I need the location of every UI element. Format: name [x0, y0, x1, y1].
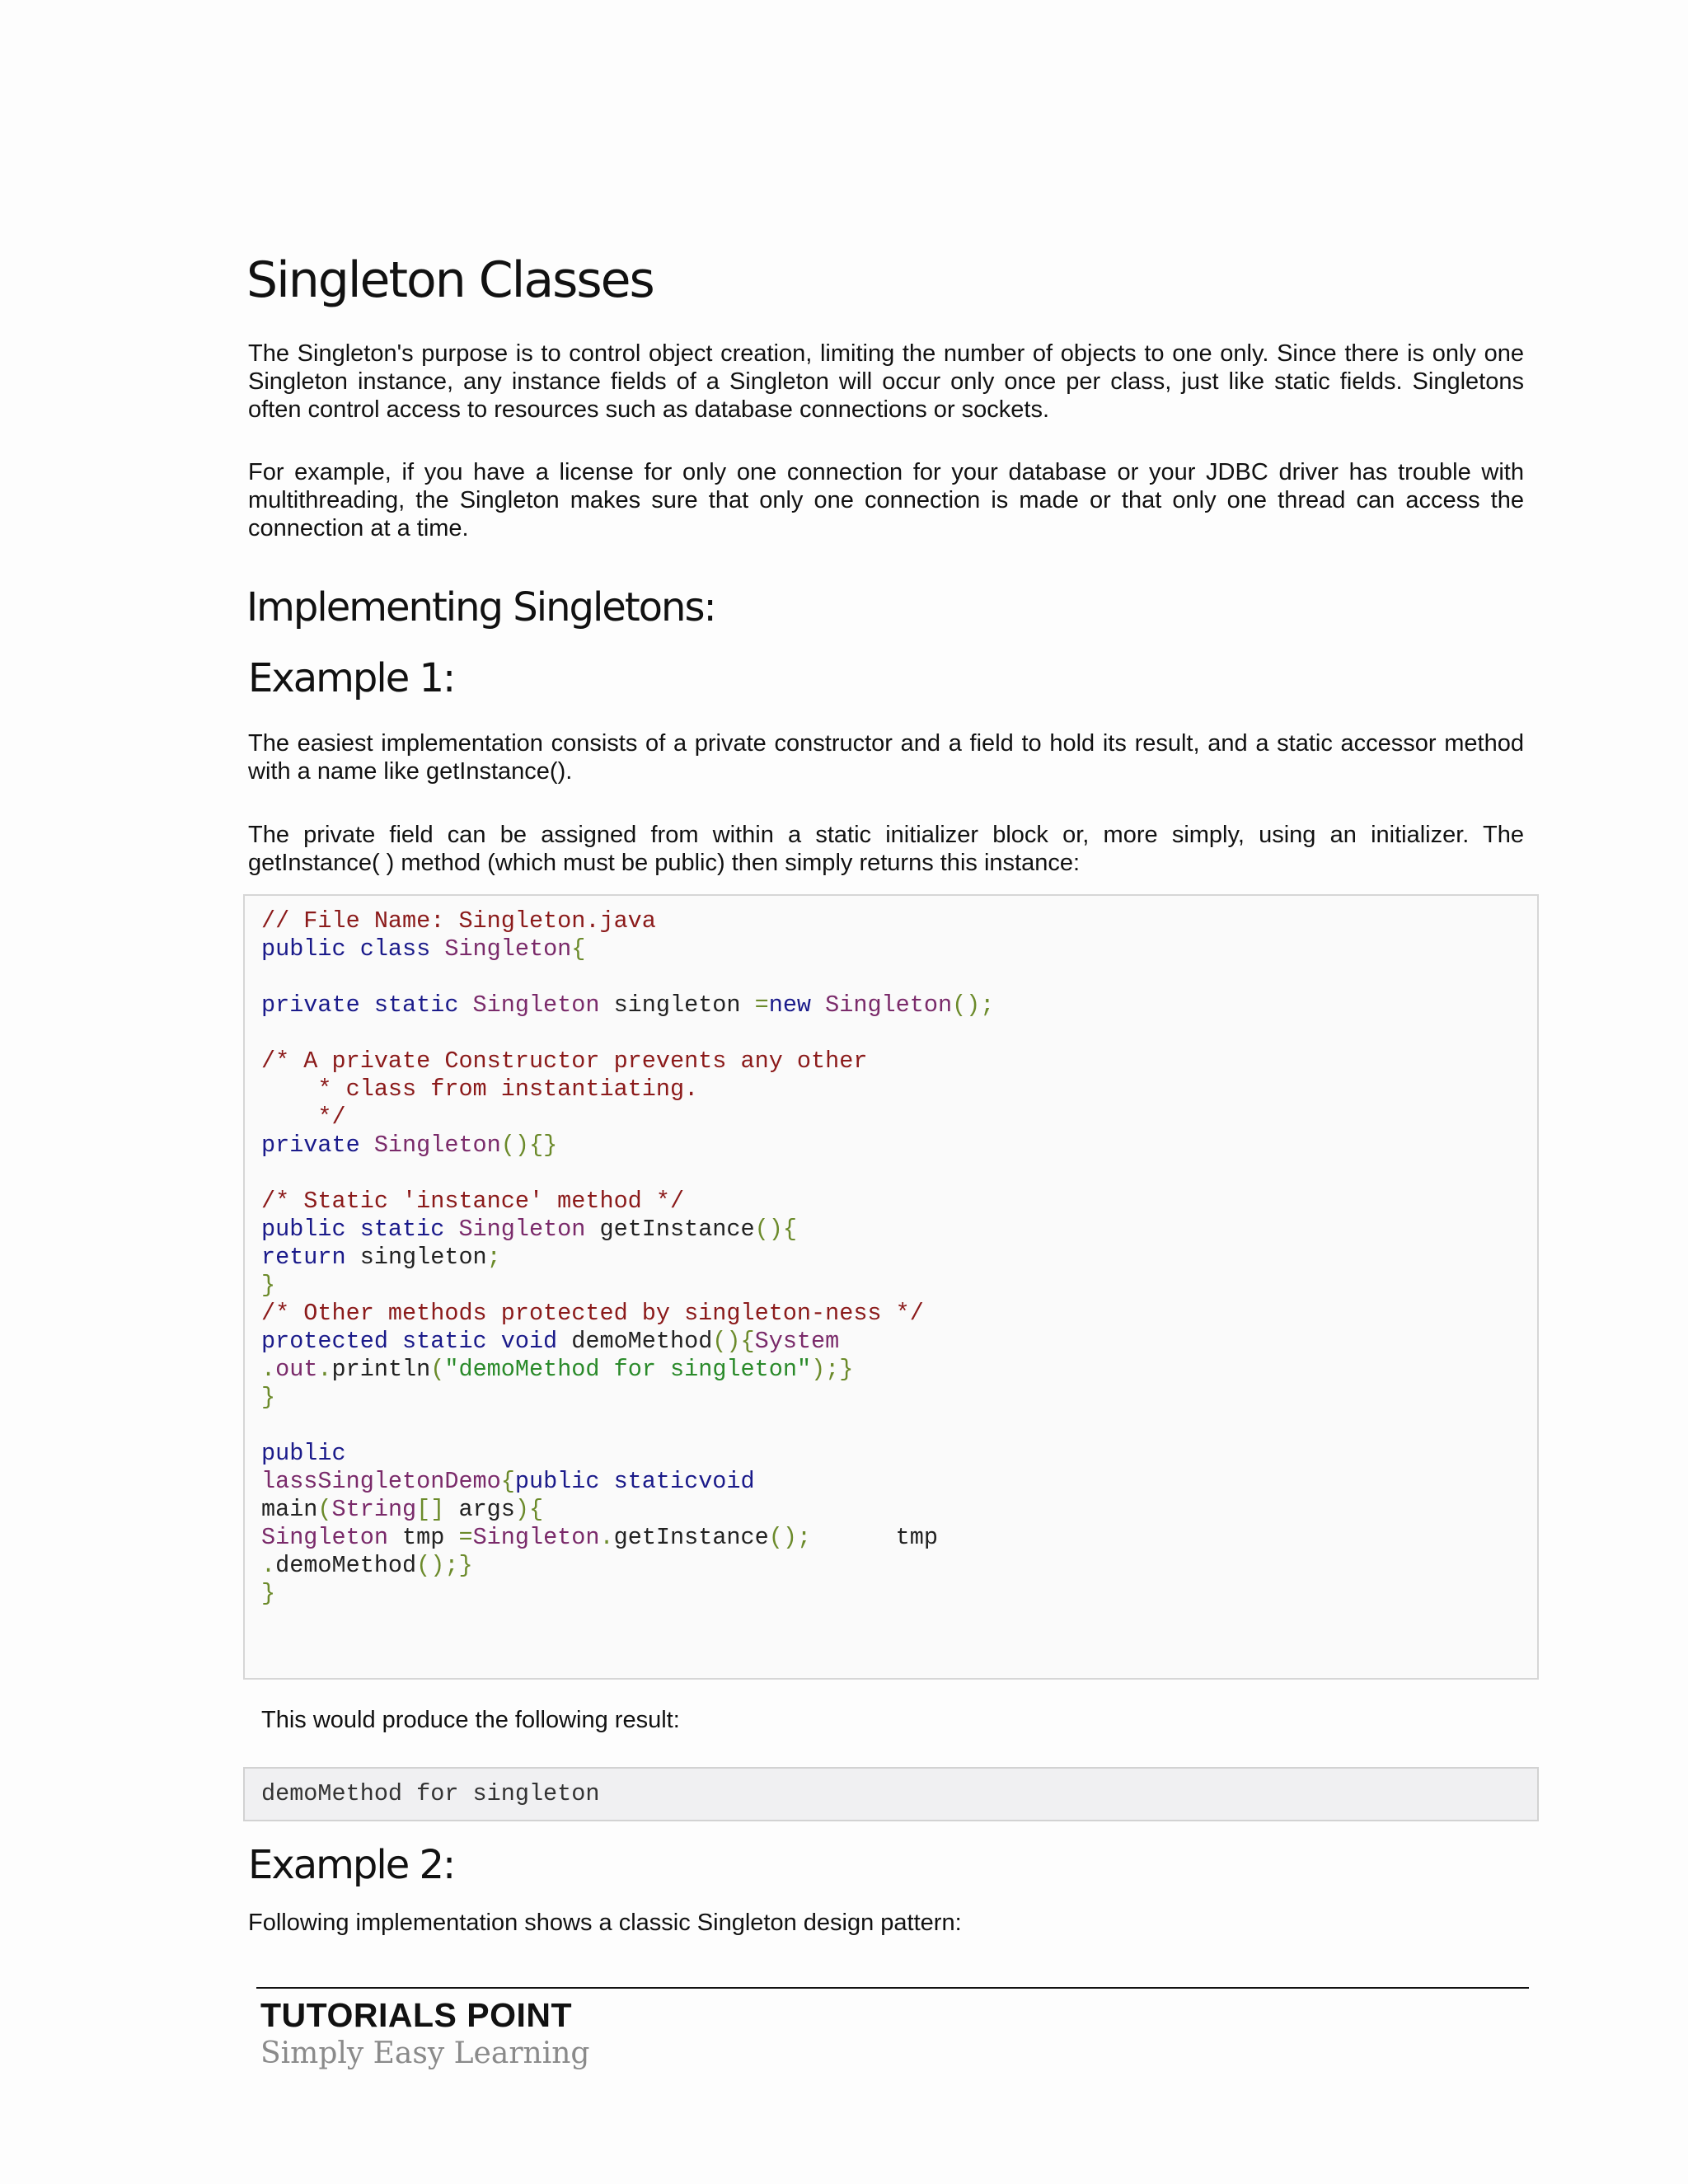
- code-token: .: [599, 1524, 614, 1551]
- code-token: =: [458, 1524, 473, 1551]
- code-token: .: [317, 1356, 332, 1383]
- code-line: [261, 1047, 1537, 1132]
- code-token: );: [811, 1356, 840, 1383]
- code-line: [261, 907, 1537, 935]
- code-token: private: [261, 1132, 374, 1159]
- code-token: demoMethod: [275, 1552, 417, 1579]
- code-token: {: [500, 1468, 515, 1495]
- code-token: System: [754, 1328, 840, 1355]
- code-token: }: [261, 1384, 276, 1411]
- code-line: [261, 1272, 1537, 1300]
- footer-divider: [256, 1987, 1529, 1989]
- code-token: ();: [768, 1524, 812, 1551]
- code-token: private static: [261, 991, 473, 1019]
- example-1-heading: Example 1:: [248, 655, 455, 701]
- code-token: []: [416, 1496, 459, 1523]
- page-title: Singleton Classes: [246, 251, 654, 309]
- code-token: .: [261, 1356, 276, 1383]
- code-token: }: [839, 1356, 854, 1383]
- code-token: public static: [261, 1216, 459, 1243]
- code-token: Singleton: [458, 1216, 600, 1243]
- code-line: [261, 1019, 1537, 1047]
- result-intro-text: This would produce the following result:: [261, 1707, 680, 1733]
- intro-paragraph-1: The Singleton's purpose is to control object creation, limiting the number of objects to one only. Since there is only one Singleton instance, any instance fields of a Singleton will occur only once per class, just like static fields. Singletons often control access to resources such as database connections or sockets.: [248, 340, 1524, 423]
- code-token: (){: [712, 1328, 755, 1355]
- code-token: public staticvoid: [514, 1468, 769, 1495]
- code-token: ;: [486, 1244, 501, 1271]
- code-token: tmp: [402, 1524, 459, 1551]
- code-line: [261, 1552, 1537, 1580]
- code-line: [261, 1384, 1537, 1412]
- intro-paragraph-2: For example, if you have a license for only one connection for your database or your JDBC driver has trouble with multithreading, the Singleton makes sure that only one connection is made or that only one thread can access the connection at a time.: [248, 459, 1524, 541]
- code-token: getInstance: [613, 1524, 769, 1551]
- code-token: "demoMethod for singleton": [444, 1356, 812, 1383]
- code-token: public class: [261, 935, 445, 963]
- code-token: }: [261, 1580, 276, 1607]
- code-token: =: [754, 991, 769, 1019]
- code-token: Singleton: [472, 991, 614, 1019]
- code-line: [261, 1300, 1537, 1328]
- code-token: Singleton: [261, 1524, 403, 1551]
- code-line: [261, 1216, 1537, 1244]
- code-token: main: [261, 1496, 318, 1523]
- code-token: }: [261, 1272, 276, 1299]
- code-token: (: [317, 1496, 332, 1523]
- code-token: tmp: [811, 1524, 938, 1551]
- code-token: lassSingletonDemo: [261, 1468, 501, 1495]
- code-token: String: [331, 1496, 417, 1523]
- code-line: [261, 963, 1537, 991]
- example-1-paragraph-2: The private field can be assigned from within a static initializer block or, more simply, using an initializer. The getInstance( ) method (which must be public) then simply returns this instance:: [248, 822, 1524, 876]
- code-token: demoMethod: [571, 1328, 713, 1355]
- code-token: singleton: [359, 1244, 487, 1271]
- code-token: args: [458, 1496, 515, 1523]
- code-line: [261, 1524, 1537, 1552]
- footer-tagline: Simply Easy Learning: [260, 2036, 590, 2070]
- code-token: /* Other methods protected by singleton-ness */: [261, 1300, 924, 1327]
- code-token: Singleton: [373, 1132, 501, 1159]
- code-line: [261, 1496, 1537, 1524]
- code-token: getInstance: [599, 1216, 755, 1243]
- code-token: /* A private Constructor prevents any other * class from instantiating. */: [261, 1047, 868, 1131]
- code-token: protected static void: [261, 1328, 572, 1355]
- code-line: [261, 1412, 1537, 1440]
- code-line: [261, 1356, 1537, 1384]
- code-token: ){: [514, 1496, 544, 1523]
- code-line: [261, 1188, 1537, 1216]
- code-token: // File Name: Singleton.java: [261, 907, 656, 935]
- code-token: public: [261, 1440, 360, 1467]
- code-line: [261, 1160, 1537, 1188]
- code-token: }: [458, 1552, 473, 1579]
- result-output-block: demoMethod for singleton: [243, 1767, 1539, 1821]
- example-1-paragraph-1: The easiest implementation consists of a private constructor and a field to hold its result, and a static accessor method with a name like getInstance().: [248, 730, 1524, 785]
- code-token: /* Static 'instance' method */: [261, 1188, 685, 1215]
- example-2-heading: Example 2:: [248, 1842, 455, 1888]
- code-token: (){}: [500, 1132, 558, 1159]
- code-token: out: [275, 1356, 318, 1383]
- code-token: Singleton: [444, 935, 572, 963]
- code-token: Singleton: [472, 1524, 600, 1551]
- code-token: ();: [952, 991, 995, 1019]
- code-token: .: [261, 1552, 276, 1579]
- code-token: return: [261, 1244, 360, 1271]
- code-line: [261, 935, 1537, 963]
- footer-brand: TUTORIALS POINT: [260, 1996, 573, 2034]
- code-line: [261, 1468, 1537, 1496]
- code-token: singleton: [613, 991, 755, 1019]
- code-block-example-1: [243, 894, 1539, 1680]
- code-token: ();: [416, 1552, 459, 1579]
- code-token: (){: [754, 1216, 797, 1243]
- code-line: [261, 1440, 1537, 1468]
- code-line: [261, 1132, 1537, 1160]
- code-line: [261, 1244, 1537, 1272]
- implementing-heading: Implementing Singletons:: [246, 584, 715, 630]
- code-line: [261, 991, 1537, 1019]
- code-token: {: [571, 935, 586, 963]
- code-line: [261, 1580, 1537, 1608]
- code-token: new: [768, 991, 826, 1019]
- code-token: Singleton: [825, 991, 953, 1019]
- code-token: (: [430, 1356, 445, 1383]
- code-token: println: [331, 1356, 431, 1383]
- code-line: [261, 1328, 1537, 1356]
- example-2-paragraph-1: Following implementation shows a classic Singleton design pattern:: [248, 1910, 962, 1936]
